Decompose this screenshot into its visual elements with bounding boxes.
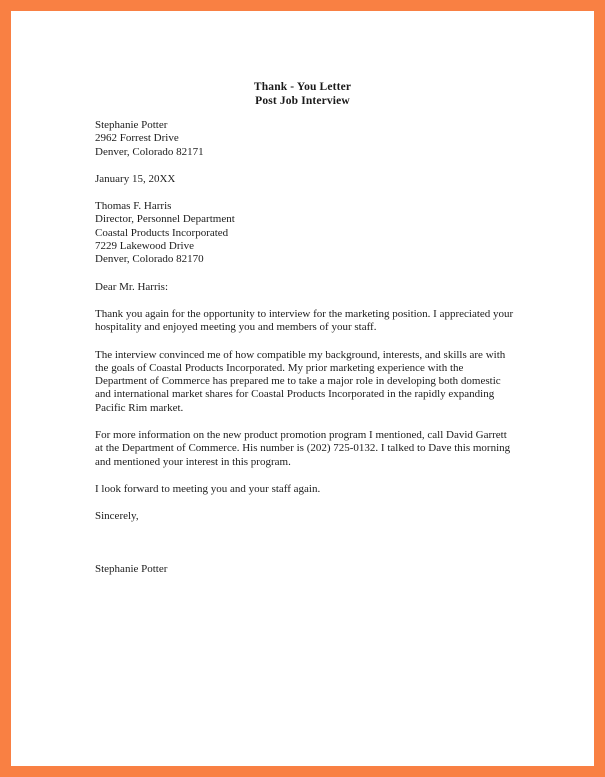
- body-paragraph-1: Thank you again for the opportunity to interview for the marketing position. I appreciated your hospitality and enjoyed meeting you and members of your staff.: [95, 307, 514, 334]
- sender-street: 2962 Forrest Drive: [95, 132, 179, 145]
- spacer-after-sender: [95, 159, 515, 173]
- spacer-after-paragraph-1: [95, 335, 515, 349]
- spacer-after-paragraph-2: [95, 415, 515, 429]
- signature-block: [95, 563, 515, 576]
- closing-salutation: Sincerely,: [95, 510, 139, 523]
- spacer-after-paragraph-4: [95, 496, 515, 510]
- recipient-name: Thomas F. Harris: [95, 200, 172, 213]
- body-paragraph-4: I look forward to meeting you and your staff again.: [95, 482, 321, 495]
- spacer-after-salutation: [95, 294, 515, 308]
- salutation-block: [95, 281, 515, 294]
- sender-city-state-zip: Denver, Colorado 82171: [95, 145, 204, 158]
- sender-name: Stephanie Potter: [95, 119, 168, 131]
- letter-page: [11, 11, 594, 766]
- body-paragraph-2: The interview convinced me of how compatible my background, interests, and skills are with the goals of Coastal Products Incorporated. My prior marketing experience with the Department of Commerce has prepared me to take a major role in developing both domestic and international market shares for Coastal Products Incorporated in the rapidly expanding Pacific Rim market.: [95, 348, 506, 414]
- recipient-address-block: [95, 200, 515, 266]
- signature-space: [95, 524, 515, 563]
- recipient-company: Coastal Products Incorporated: [95, 226, 229, 239]
- closing-block: [95, 510, 515, 523]
- body-paragraph-3: For more information on the new product promotion program I mentioned, call David Garrett at the Department of Commerce. His number is (202) 725-0132. I talked to Dave this morning and mentioned your interest in this program.: [95, 429, 511, 468]
- letter-content: [95, 119, 515, 576]
- spacer-after-paragraph-3: [95, 469, 515, 483]
- document-title-line-1: Thank - You Letter: [253, 81, 352, 93]
- spacer-after-date: [95, 186, 515, 200]
- signature-name: Stephanie Potter: [95, 562, 168, 575]
- recipient-street: 7229 Lakewood Drive: [95, 240, 194, 253]
- sender-address-block: [95, 119, 515, 159]
- document-title: [11, 81, 594, 108]
- recipient-city-state-zip: Denver, Colorado 82170: [95, 253, 204, 266]
- spacer-after-recipient: [95, 267, 515, 281]
- recipient-title: Director, Personnel Department: [95, 213, 235, 226]
- document-title-line-2: Post Job Interview: [255, 94, 350, 107]
- date-block: [95, 173, 515, 186]
- salutation: Dear Mr. Harris:: [95, 280, 169, 293]
- letter-date: January 15, 20XX: [95, 172, 176, 185]
